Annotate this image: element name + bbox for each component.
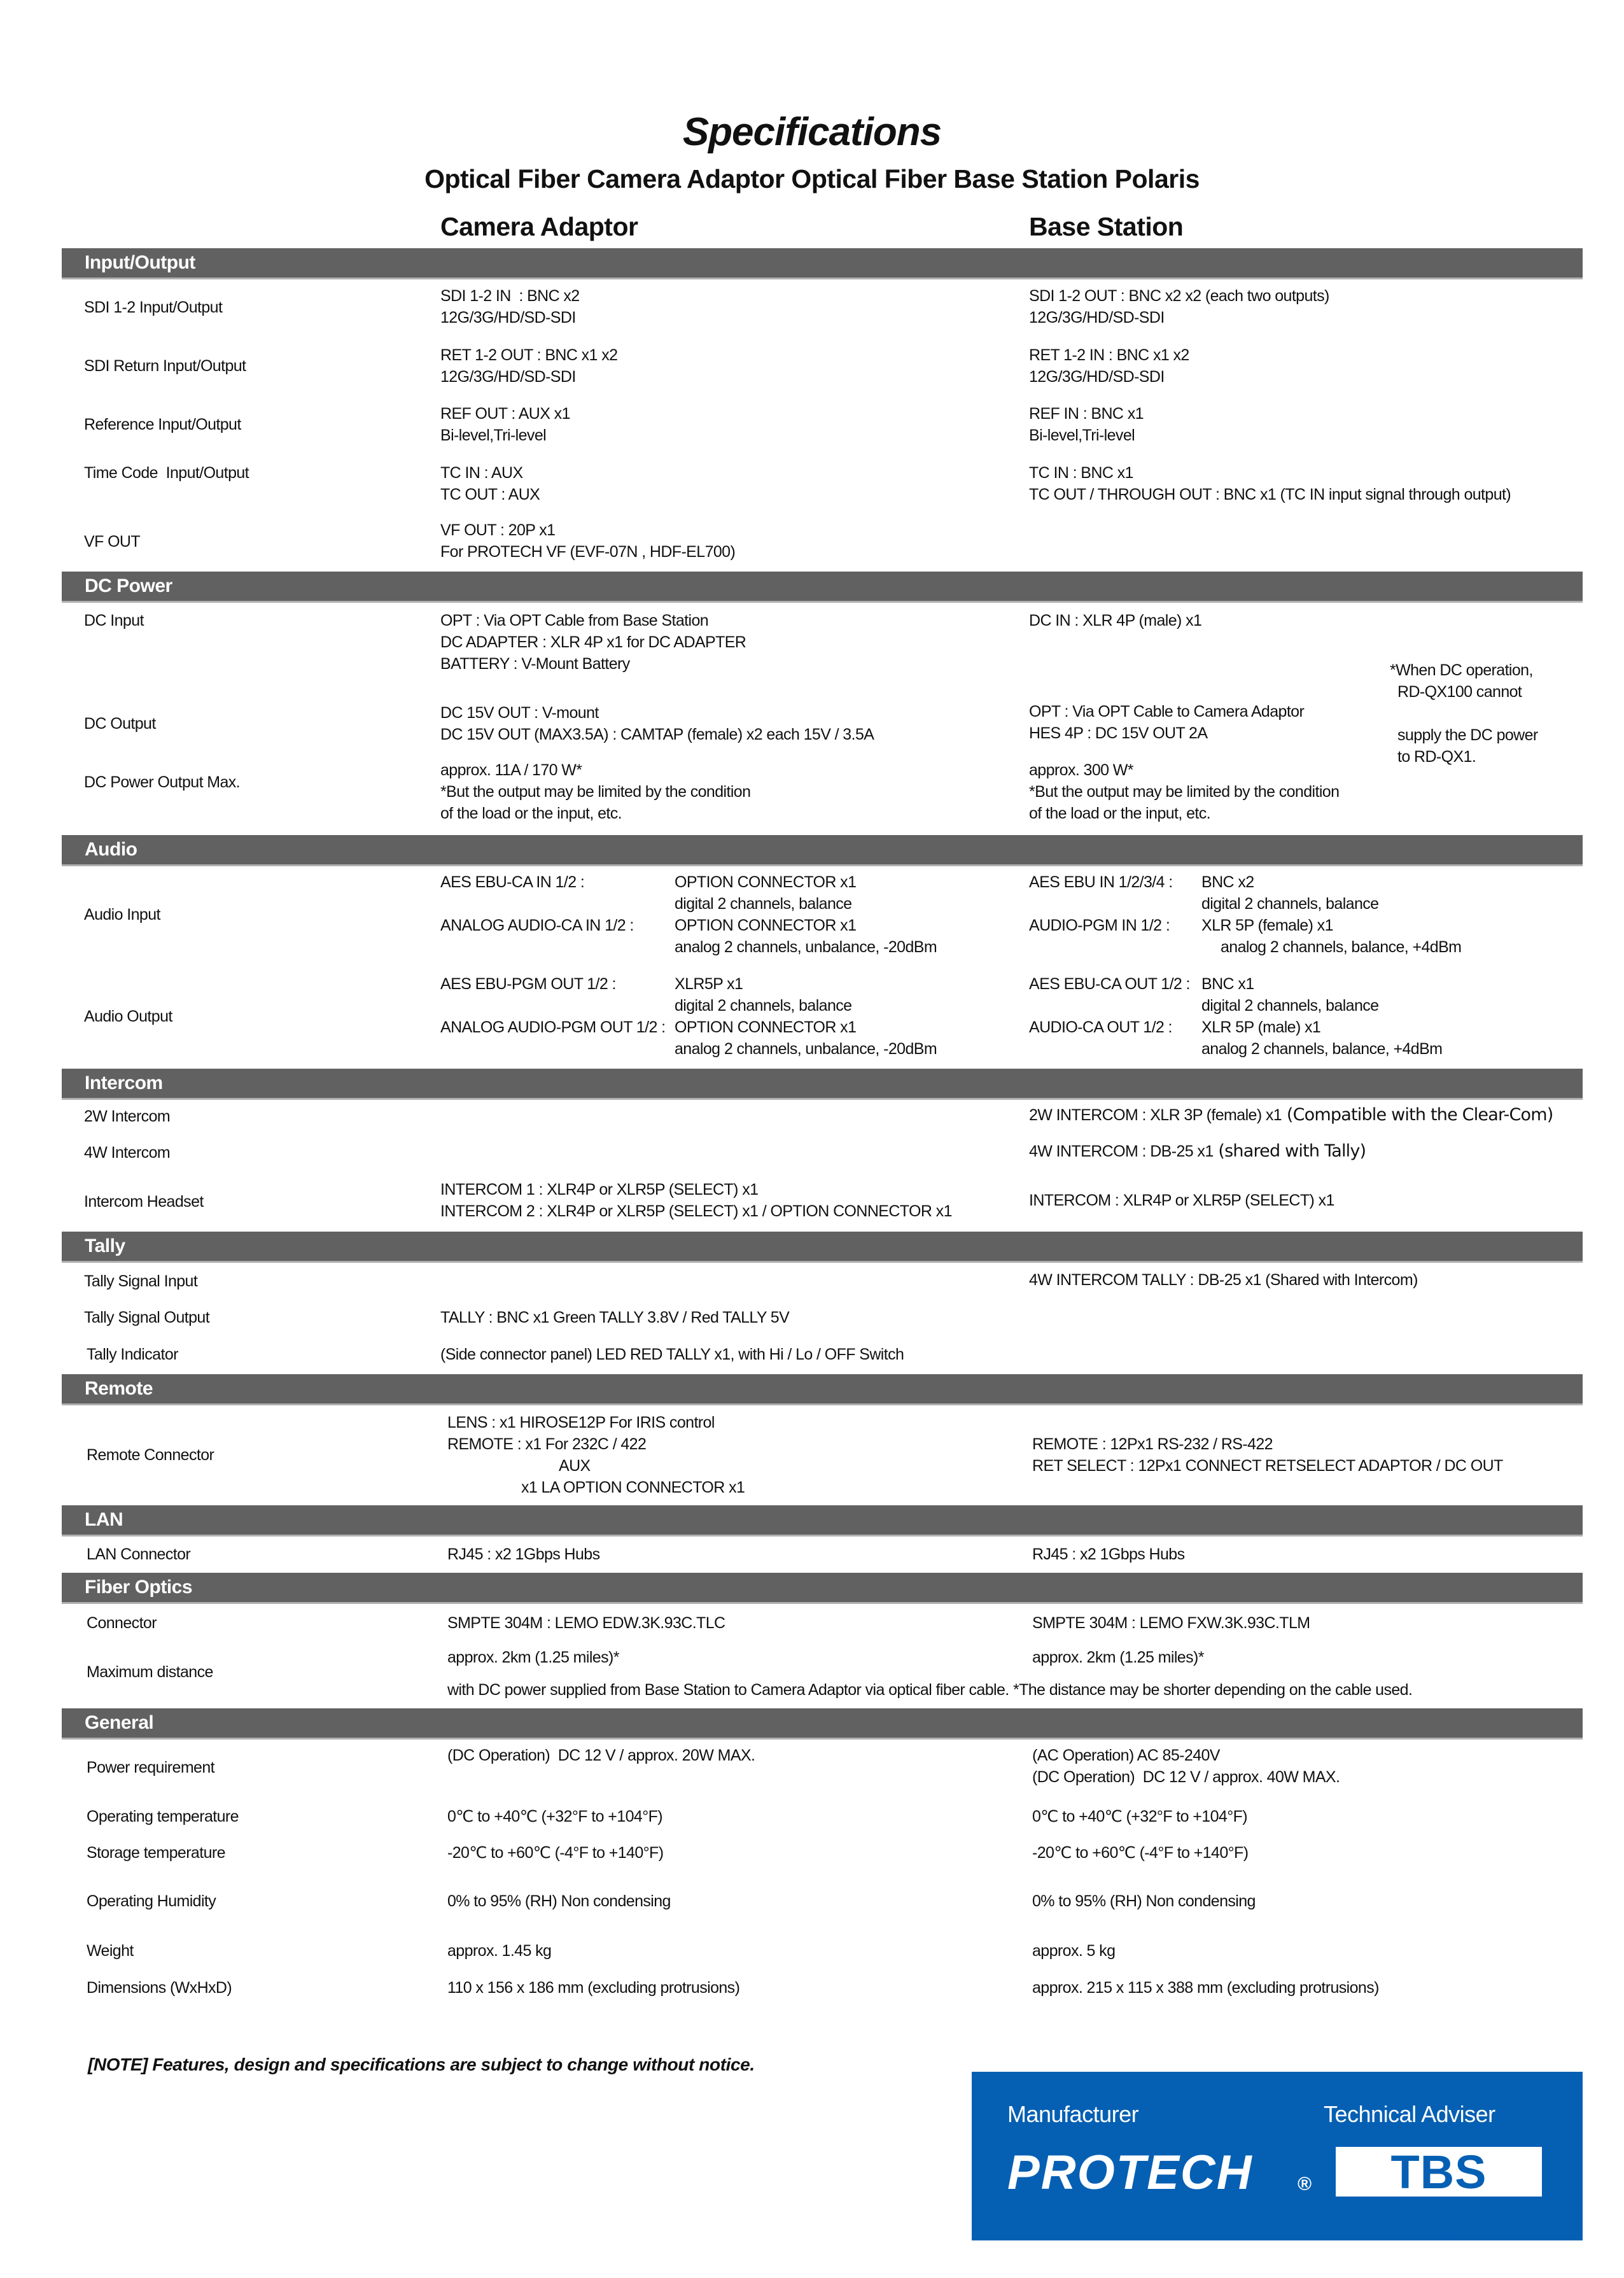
spec-value-camera: (Side connector panel) LED RED TALLY x1, with Hi / Lo / OFF Switch [440, 1346, 904, 1363]
spec-label: Operating temperature [87, 1808, 239, 1825]
section-title: Audio [85, 839, 137, 860]
spec-value-camera: 12G/3G/HD/SD-SDI [440, 368, 576, 386]
spec-label: Audio Output [84, 1008, 172, 1025]
spec-value-base [1029, 1104, 1553, 1126]
spec-value-base: Bi-level,Tri-level [1029, 426, 1135, 444]
section-title: General [85, 1712, 154, 1733]
spec-value-base: (AC Operation) AC 85-240V [1032, 1747, 1220, 1764]
dc-side-note: supply the DC power [1397, 726, 1538, 744]
spec-value-base: SDI 1-2 OUT : BNC x2 x2 (each two outputs) [1029, 287, 1329, 305]
manufacturer-label: Manufacturer [1007, 2101, 1139, 2127]
spec-value-main: 2W INTERCOM : XLR 3P (female) x1 [1029, 1106, 1282, 1124]
column-header-base-station: Base Station [1029, 212, 1184, 241]
spec-value-camera: RJ45 : x2 1Gbps Hubs [447, 1545, 600, 1563]
section-header-tally [62, 1232, 1583, 1263]
section-title: Fiber Optics [85, 1577, 193, 1598]
audio-value-base: XLR 5P (female) x1 [1201, 917, 1333, 934]
spec-value-base: SMPTE 304M : LEMO FXW.3K.93C.TLM [1032, 1614, 1310, 1632]
spec-value-base: RJ45 : x2 1Gbps Hubs [1032, 1545, 1185, 1563]
spec-value-camera: approx. 11A / 170 W* [440, 761, 582, 779]
spec-value-camera: TC IN : AUX [440, 464, 523, 482]
spec-value-base: approx. 2km (1.25 miles)* [1032, 1649, 1204, 1666]
spec-value-camera: For PROTECH VF (EVF-07N , HDF-EL700) [440, 543, 736, 561]
tbs-act-logo: TBS ACT [1336, 2147, 1542, 2197]
spec-value-base: 12G/3G/HD/SD-SDI [1029, 309, 1165, 327]
spec-label: Tally Signal Input [84, 1272, 198, 1290]
section-header-lan [62, 1505, 1583, 1536]
section-title: Tally [85, 1235, 125, 1256]
spec-label: DC Power Output Max. [84, 773, 241, 791]
spec-value-camera: 12G/3G/HD/SD-SDI [440, 309, 576, 327]
spec-label: Time Code Input/Output [84, 464, 249, 482]
section-title: DC Power [85, 575, 172, 596]
spec-value-base: TC IN : BNC x1 [1029, 464, 1133, 482]
disclaimer-note: [NOTE] Features, design and specifications are subject to change without notice. [88, 2055, 755, 2074]
spec-value-camera: LENS : x1 HIROSE12P For IRIS control [447, 1414, 715, 1431]
audio-key-camera: AES EBU-PGM OUT 1/2 : [440, 975, 616, 993]
section-header-audio [62, 835, 1583, 866]
spec-value-base: OPT : Via OPT Cable to Camera Adaptor [1029, 703, 1305, 721]
audio-value-base: digital 2 channels, balance [1201, 997, 1379, 1015]
spec-value-camera: approx. 2km (1.25 miles)* [447, 1649, 619, 1666]
spec-label: Storage temperature [87, 1844, 225, 1862]
audio-value-base: BNC x2 [1201, 873, 1254, 891]
spec-value-base: 4W INTERCOM TALLY : DB-25 x1 (Shared with Intercom) [1029, 1271, 1418, 1289]
audio-key-base: AUDIO-PGM IN 1/2 : [1029, 917, 1170, 934]
spec-value-camera: 110 x 156 x 186 mm (excluding protrusions) [447, 1979, 740, 1997]
spec-value-camera: BATTERY : V-Mount Battery [440, 655, 630, 673]
audio-value-base: BNC x1 [1201, 975, 1254, 993]
spec-value-extra: (Compatible with the Clear-Com) [1282, 1105, 1553, 1125]
spec-label: DC Input [84, 612, 144, 629]
spec-label: Operating Humidity [87, 1892, 216, 1910]
spec-value-camera: DC ADAPTER : XLR 4P x1 for DC ADAPTER [440, 633, 746, 651]
spec-value-camera: RET 1-2 OUT : BNC x1 x2 [440, 346, 618, 364]
audio-value-base: analog 2 channels, balance, +4dBm [1221, 938, 1462, 956]
spec-value-base: approx. 5 kg [1032, 1942, 1116, 1960]
section-header-intercom [62, 1069, 1583, 1100]
audio-key-base: AUDIO-CA OUT 1/2 : [1029, 1018, 1172, 1036]
section-header-general [62, 1708, 1583, 1740]
fiber-footnote: with DC power supplied from Base Station to Camera Adaptor via optical fiber cable. *The distance may be shorter depending on the cable used. [447, 1681, 1413, 1699]
protech-logo: PROTECH [1007, 2146, 1253, 2200]
audio-value-camera: analog 2 channels, unbalance, -20dBm [675, 1040, 937, 1058]
spec-value-camera: REMOTE : x1 For 232C / 422 [447, 1435, 647, 1453]
section-title: Input/Output [85, 252, 195, 273]
spec-value-base: -20℃ to +60℃ (-4°F to +140°F) [1032, 1844, 1249, 1862]
spec-value-base: 0% to 95% (RH) Non condensing [1032, 1892, 1256, 1910]
audio-value-base: XLR 5P (male) x1 [1201, 1018, 1321, 1036]
audio-key-camera: AES EBU-CA IN 1/2 : [440, 873, 585, 891]
spec-value-base: (DC Operation) DC 12 V / approx. 40W MAX. [1032, 1768, 1340, 1786]
spec-label: SDI Return Input/Output [84, 357, 246, 375]
spec-value-camera: TC OUT : AUX [440, 486, 540, 503]
spec-value-base: RET SELECT : 12Px1 CONNECT RETSELECT ADAPTOR / DC OUT [1032, 1457, 1503, 1475]
spec-label: Weight [87, 1942, 134, 1960]
spec-value-camera: DC 15V OUT (MAX3.5A) : CAMTAP (female) x2 each 15V / 3.5A [440, 726, 874, 743]
audio-value-camera: XLR5P x1 [675, 975, 743, 993]
audio-value-base: digital 2 channels, balance [1201, 895, 1379, 913]
registered-mark-icon: ® [1298, 2174, 1312, 2195]
spec-value-base: 0℃ to +40℃ (+32°F to +104°F) [1032, 1808, 1247, 1825]
section-title: LAN [85, 1509, 123, 1530]
spec-value-camera: 0℃ to +40℃ (+32°F to +104°F) [447, 1808, 662, 1825]
dc-side-note: RD-QX100 cannot [1397, 683, 1522, 701]
spec-value-camera: OPT : Via OPT Cable from Base Station [440, 612, 709, 629]
spec-label: Maximum distance [87, 1663, 213, 1681]
spec-label: 2W Intercom [84, 1107, 171, 1125]
spec-label: Remote Connector [87, 1446, 214, 1464]
audio-value-camera: OPTION CONNECTOR x1 [675, 917, 857, 934]
spec-value-camera: VF OUT : 20P x1 [440, 521, 556, 539]
section-title: Remote [85, 1378, 153, 1399]
audio-value-camera: OPTION CONNECTOR x1 [675, 873, 857, 891]
spec-value-base: 12G/3G/HD/SD-SDI [1029, 368, 1165, 386]
audio-value-camera: OPTION CONNECTOR x1 [675, 1018, 857, 1036]
technical-adviser-label: Technical Adviser [1324, 2101, 1495, 2127]
audio-key-base: AES EBU-CA OUT 1/2 : [1029, 975, 1190, 993]
spec-label: Audio Input [84, 906, 160, 924]
spec-value-camera: AUX [559, 1457, 591, 1475]
spec-label: Dimensions (WxHxD) [87, 1979, 232, 1997]
spec-label: SDI 1-2 Input/Output [84, 299, 223, 316]
spec-value-camera: of the load or the input, etc. [440, 805, 622, 822]
brand-footer [972, 2072, 1583, 2249]
audio-key-camera: ANALOG AUDIO-CA IN 1/2 : [440, 917, 634, 934]
audio-key-camera: ANALOG AUDIO-PGM OUT 1/2 : [440, 1018, 666, 1036]
spec-value-camera: x1 LA OPTION CONNECTOR x1 [521, 1479, 745, 1496]
spec-value-main: 4W INTERCOM : DB-25 x1 [1029, 1143, 1214, 1160]
spec-label: Tally Indicator [87, 1346, 178, 1363]
section-header-input-output [62, 248, 1583, 279]
spec-label: Tally Signal Output [84, 1309, 210, 1326]
audio-value-camera: digital 2 channels, balance [675, 895, 852, 913]
audio-key-base: AES EBU IN 1/2/3/4 : [1029, 873, 1173, 891]
spec-value-camera: REF OUT : AUX x1 [440, 405, 570, 423]
spec-value-camera: (DC Operation) DC 12 V / approx. 20W MAX. [447, 1747, 755, 1764]
section-header-fiber-optics [62, 1573, 1583, 1604]
page-subtitle: Optical Fiber Camera Adaptor Optical Fiber Base Station Polaris [424, 164, 1200, 193]
audio-value-camera: digital 2 channels, balance [675, 997, 852, 1015]
page-title: Specifications [682, 110, 942, 154]
spec-value-camera: approx. 1.45 kg [447, 1942, 552, 1960]
dc-side-note: to RD-QX1. [1397, 748, 1476, 766]
column-header-camera-adaptor: Camera Adaptor [440, 212, 638, 241]
spec-value-base: REMOTE : 12Px1 RS-232 / RS-422 [1032, 1435, 1273, 1453]
spec-value-base: approx. 215 x 115 x 388 mm (excluding protrusions) [1032, 1979, 1379, 1997]
spec-value-camera: 0% to 95% (RH) Non condensing [447, 1892, 671, 1910]
spec-value-base: REF IN : BNC x1 [1029, 405, 1144, 423]
spec-label: Reference Input/Output [84, 416, 241, 433]
spec-value-base: HES 4P : DC 15V OUT 2A [1029, 724, 1208, 742]
spec-label: Connector [87, 1614, 157, 1632]
section-header-remote [62, 1374, 1583, 1405]
spec-value-camera: INTERCOM 1 : XLR4P or XLR5P (SELECT) x1 [440, 1181, 759, 1199]
spec-label: 4W Intercom [84, 1144, 171, 1162]
dc-side-note: *When DC operation, [1390, 661, 1533, 679]
audio-value-camera: analog 2 channels, unbalance, -20dBm [675, 938, 937, 956]
section-header-dc-power [62, 572, 1583, 603]
spec-value-base: approx. 300 W* [1029, 761, 1133, 779]
spec-label: VF OUT [84, 533, 141, 551]
spec-value-camera: SDI 1-2 IN : BNC x2 [440, 287, 580, 305]
spec-value-base: of the load or the input, etc. [1029, 805, 1210, 822]
spec-value-camera: Bi-level,Tri-level [440, 426, 547, 444]
spec-value-extra: (shared with Tally) [1213, 1141, 1366, 1161]
spec-value-camera: DC 15V OUT : V-mount [440, 704, 599, 722]
spec-value-base [1029, 1141, 1366, 1162]
spec-value-base: DC IN : XLR 4P (male) x1 [1029, 612, 1202, 629]
spec-value-base: RET 1-2 IN : BNC x1 x2 [1029, 346, 1189, 364]
spec-value-base: *But the output may be limited by the condition [1029, 783, 1340, 801]
audio-value-base: analog 2 channels, balance, +4dBm [1201, 1040, 1443, 1058]
spec-label: Power requirement [87, 1759, 215, 1776]
spec-value-base: INTERCOM : XLR4P or XLR5P (SELECT) x1 [1029, 1192, 1334, 1209]
spec-value-camera: SMPTE 304M : LEMO EDW.3K.93C.TLC [447, 1614, 725, 1632]
spec-value-camera: -20℃ to +60℃ (-4°F to +140°F) [447, 1844, 664, 1862]
spec-label: DC Output [84, 715, 156, 733]
spec-label: LAN Connector [87, 1545, 191, 1563]
spec-value-camera: *But the output may be limited by the condition [440, 783, 751, 801]
spec-value-camera: INTERCOM 2 : XLR4P or XLR5P (SELECT) x1 / OPTION CONNECTOR x1 [440, 1202, 952, 1220]
spec-value-base: TC OUT / THROUGH OUT : BNC x1 (TC IN input signal through output) [1029, 486, 1511, 503]
spec-value-camera: TALLY : BNC x1 Green TALLY 3.8V / Red TALLY 5V [440, 1309, 790, 1326]
section-title: Intercom [85, 1072, 163, 1093]
spec-label: Intercom Headset [84, 1193, 204, 1211]
